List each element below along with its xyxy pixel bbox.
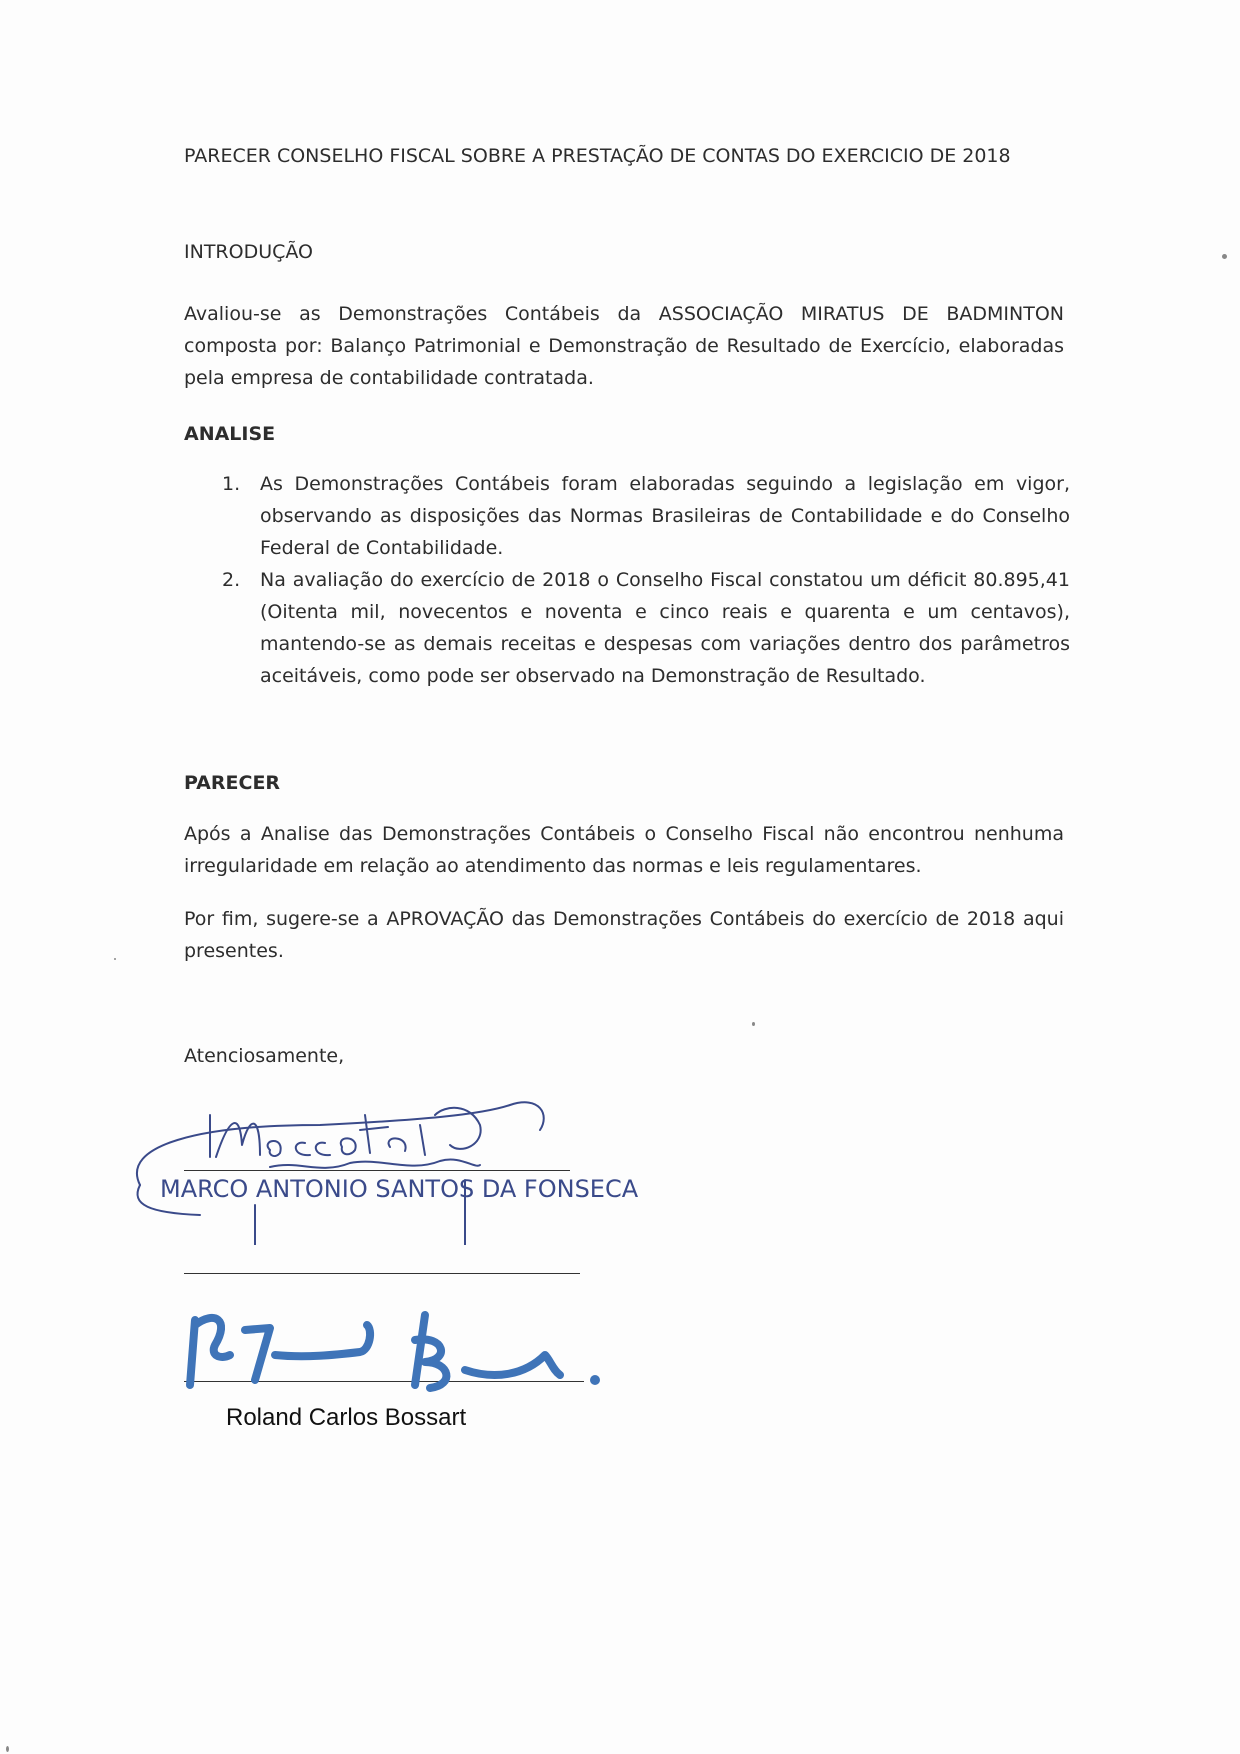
list-number: 1.	[222, 473, 241, 495]
scan-speck	[6, 1746, 9, 1752]
intro-paragraph: Avaliou-se as Demonstrações Contábeis da ASSOCIAÇÃO MIRATUS DE BADMINTON composta por: Balanço Patrimonial e Demonstração de Resultado de Exercício, elaboradas pela empresa de contabilidade contratada.	[184, 303, 1064, 389]
handwritten-signature-1	[120, 1085, 660, 1245]
list-item-text: Na avaliação do exercício de 2018 o Conselho Fiscal constatou um déficit 80.895,41 (Oitenta mil, novecentos e noventa e cinco reais e quarenta e um centavos), mantendo-se as demais receitas e despesas com variações dentro dos parâmetros aceitáveis, como pode ser observado na Demonstração de Resultado.	[260, 569, 1070, 687]
opinion-paragraph-2: Por fim, sugere-se a APROVAÇÃO das Demonstrações Contábeis do exercício de 2018 aqui presentes.	[184, 908, 1064, 962]
signatory-name-typed: Roland Carlos Bossart	[226, 1404, 467, 1431]
handwritten-signature-2	[175, 1300, 615, 1410]
document-title: PARECER CONSELHO FISCAL SOBRE A PRESTAÇÃO DE CONTAS DO EXERCICIO DE 2018	[184, 145, 1011, 167]
scan-speck	[752, 1022, 755, 1026]
analysis-heading: ANALISE	[184, 423, 276, 445]
opinion-heading: PARECER	[184, 772, 281, 794]
list-item-text: As Demonstrações Contábeis foram elaboradas seguindo a legislação em vigor, observando as disposições das Normas Brasileiras de Contabilidade e do Conselho Federal de Contabilidade.	[260, 473, 1070, 559]
analysis-list	[200, 468, 1070, 692]
ink-dot	[590, 1375, 600, 1385]
handwritten-name-1: MARCO ANTONIO SANTOS DA FONSECA	[160, 1175, 639, 1203]
scan-speck	[114, 958, 116, 960]
analysis-item	[200, 564, 1070, 692]
analysis-item	[200, 468, 1070, 564]
opinion-paragraph-1: Após a Analise das Demonstrações Contábeis o Conselho Fiscal não encontrou nenhuma irregularidade em relação ao atendimento das normas e leis regulamentares.	[184, 823, 1064, 877]
signature-line-2	[184, 1273, 580, 1274]
list-number: 2.	[222, 569, 241, 591]
intro-heading: INTRODUÇÃO	[184, 241, 314, 263]
scan-speck	[1222, 254, 1227, 259]
closing-salutation: Atenciosamente,	[184, 1045, 345, 1067]
